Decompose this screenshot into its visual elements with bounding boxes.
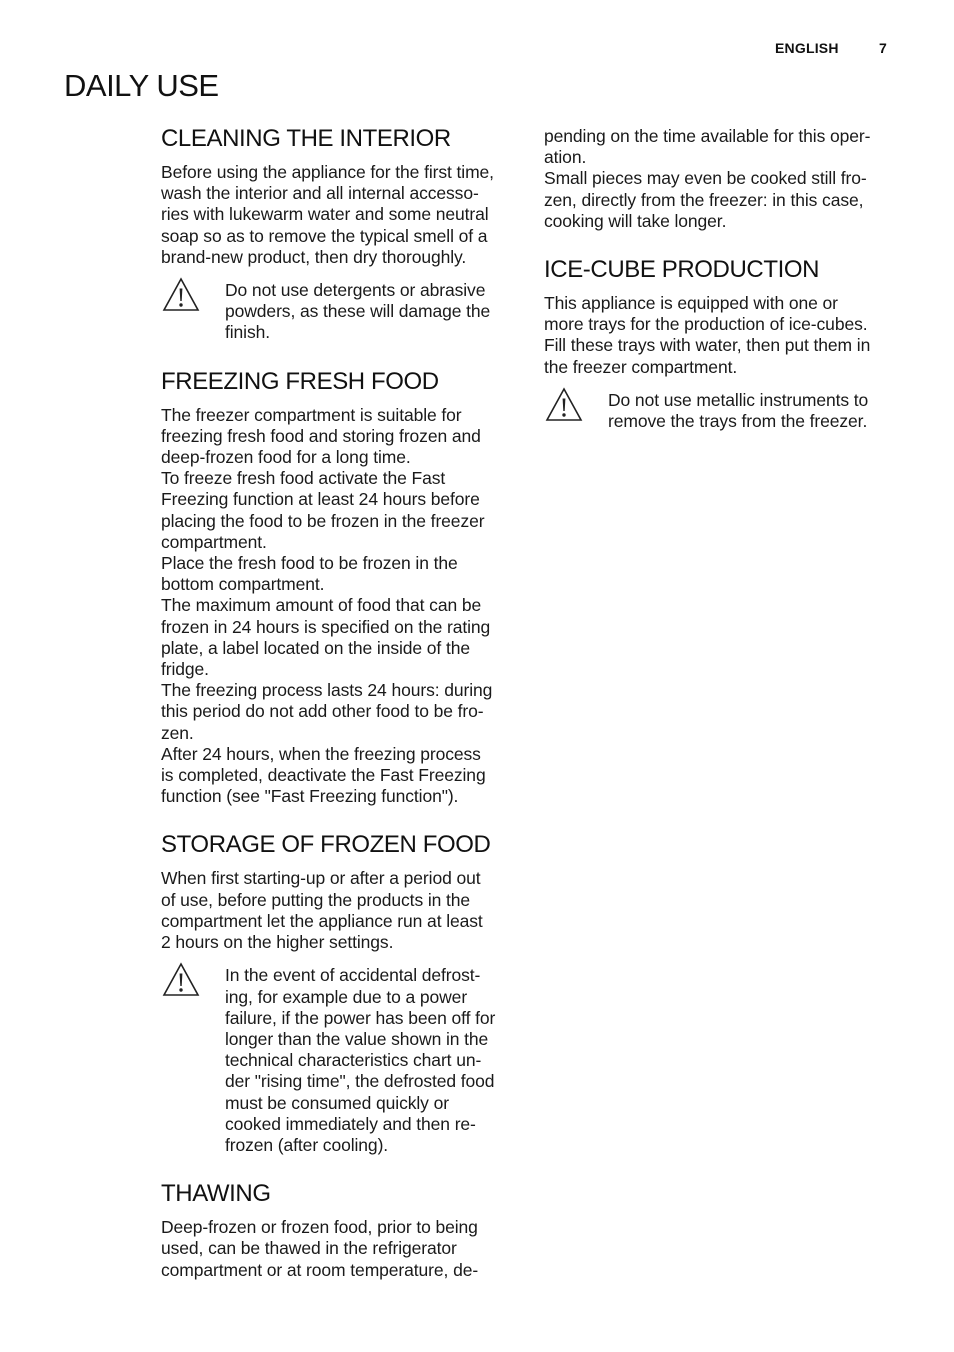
section-title: FREEZING FRESH FOOD — [161, 367, 439, 395]
language-label: ENGLISH — [775, 40, 839, 56]
warning-text: Do not use metallic instruments to remove the trays from the freezer. — [608, 389, 869, 432]
warning-note — [161, 965, 521, 1156]
section-title: CLEANING THE INTERIOR — [161, 125, 451, 152]
section-title: STORAGE OF FROZEN FOOD — [161, 831, 491, 859]
section-body: The freezer compartment is suitable for freezing fresh food and storing frozen and deep-frozen food for a long time. To freeze fresh food activate the Fast Freezing function at least 24 hours before placing the food to be frozen in the freezer compartment. Place the fresh food to be frozen in the bottom compartment. The maximum amount of food that can be frozen in 24 hours is specified on the rating plate, a label located on the inside of the fridge. The freezing process lasts 24 hours: during this period do not add other food to be fro- zen. After 24 hours, when the freezing process is completed, deactivate the Fast Freezing function (see "Fast Freezing function"). — [161, 404, 493, 807]
section-storage-frozen-food — [161, 829, 521, 1156]
left-column — [161, 123, 521, 1303]
section-body: When first starting-up or after a period out of use, before putting the products in the compartment let the appliance run at least 2 hours on the higher settings. — [161, 868, 483, 953]
section-ice-cube-production — [544, 254, 904, 432]
warning-text: In the event of accidental defrost- ing, for example due to a power failure, if the power has been off for longer than the value shown in the technical characteristics chart un- der "rising time", the defrosted food must be consumed quickly or cooked immediately and then re- frozen (after cooling). — [225, 965, 496, 1155]
section-thawing — [161, 1178, 521, 1281]
section-thawing-continued — [544, 126, 904, 232]
section-body: Before using the appliance for the first time, wash the interior and all internal accesso- ries with lukewarm water and some neutral soap so as to remove the typical smell of a brand-new product, then dry thoroughly. — [161, 162, 494, 267]
section-title: ICE-CUBE PRODUCTION — [544, 256, 820, 284]
page-title: DAILY USE — [64, 68, 219, 103]
section-freezing-fresh-food — [161, 366, 521, 808]
section-title: THAWING — [161, 1180, 271, 1208]
section-cleaning-interior — [161, 123, 521, 344]
warning-triangle-icon — [161, 960, 201, 1000]
right-column — [544, 126, 904, 454]
page-number: 7 — [879, 40, 887, 56]
warning-triangle-icon — [161, 275, 201, 315]
section-body: This appliance is equipped with one or more trays for the production of ice-cubes. Fill these trays with water, then put them in the freezer compartment. — [544, 293, 871, 377]
section-body: pending on the time available for this oper- ation. Small pieces may even be cooked still fro- zen, directly from the freezer: in this case, cooking will take longer. — [544, 126, 871, 231]
warning-text: Do not use detergents or abrasive powders, as these will damage the finish. — [225, 280, 491, 343]
warning-triangle-icon — [544, 385, 584, 425]
section-body: Deep-frozen or frozen food, prior to being used, can be thawed in the refrigerator compartment or at room temperature, de- — [161, 1217, 479, 1280]
warning-note — [161, 280, 521, 344]
warning-note — [544, 390, 904, 432]
